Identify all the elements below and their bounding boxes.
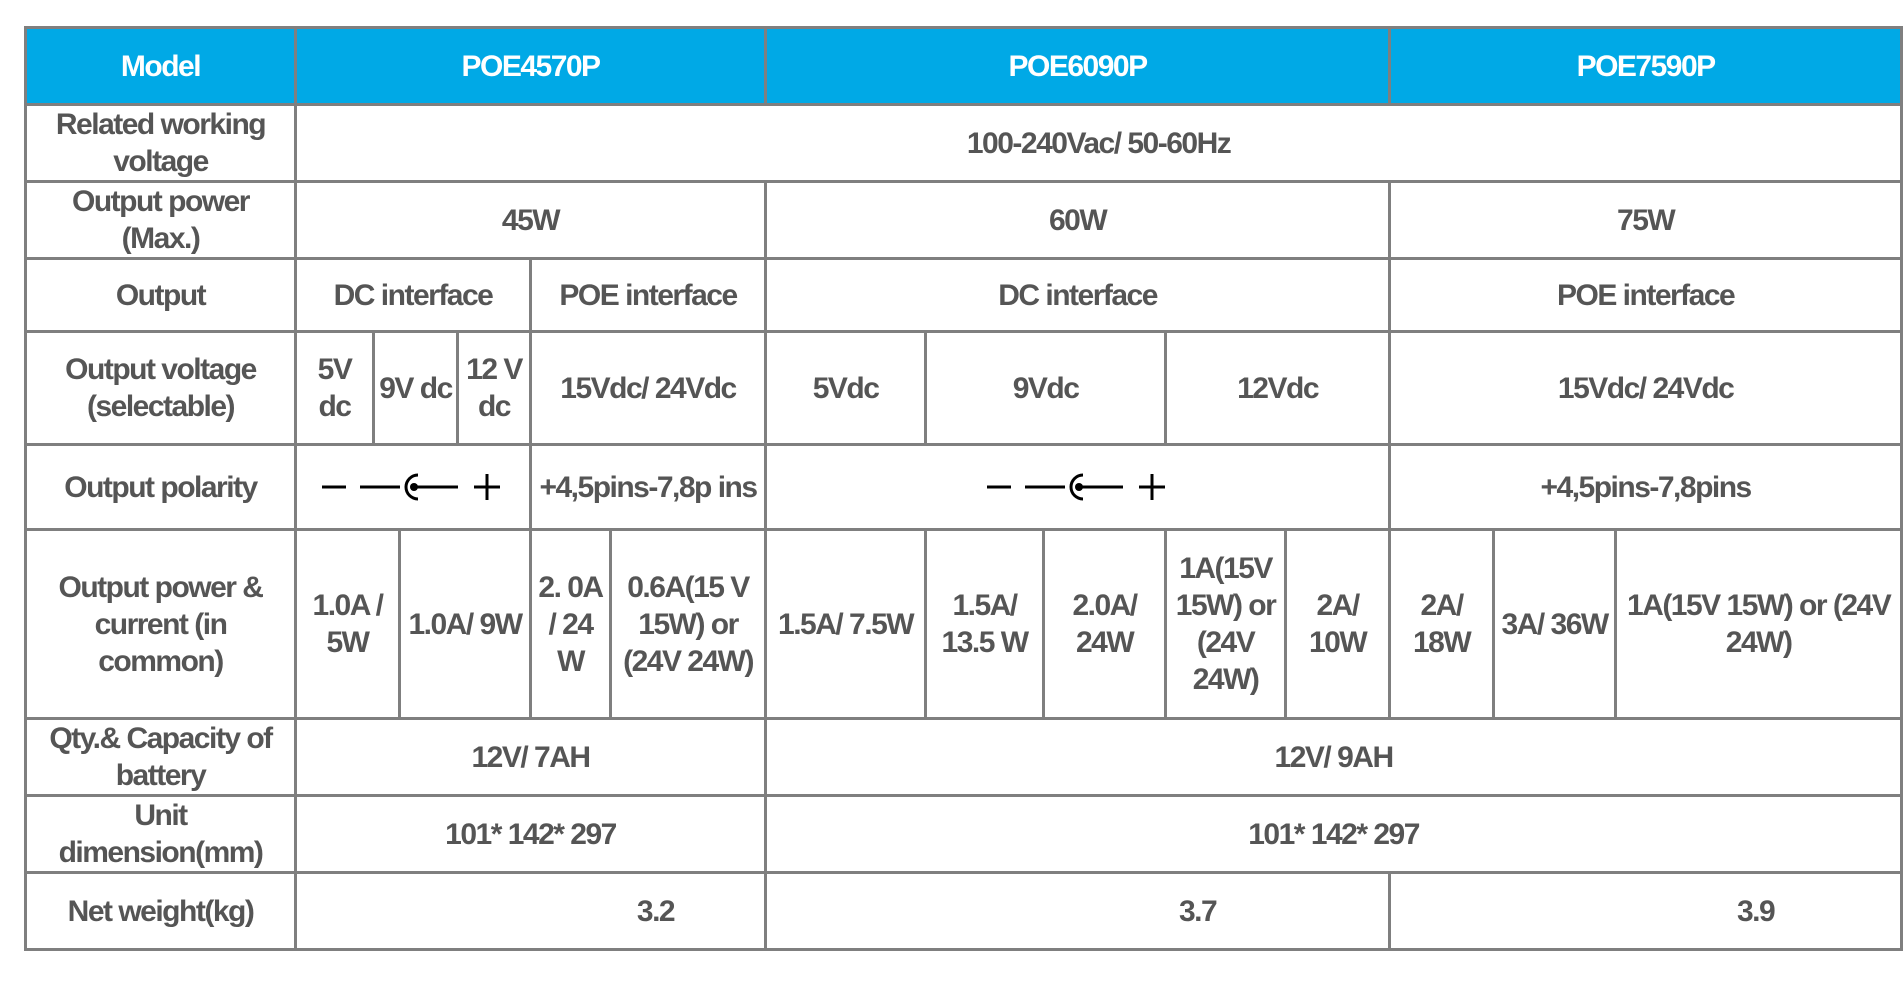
polarity-poe-cell: +4,5pins-7,8p ins bbox=[531, 445, 766, 530]
weight-value: 3.7 bbox=[1178, 894, 1217, 928]
output-current-cell: 2.0A/ 24W bbox=[1044, 530, 1166, 719]
row-label: Output bbox=[26, 259, 296, 332]
output-voltage-cell: 12 V dc bbox=[458, 332, 531, 445]
row-net-weight bbox=[26, 873, 1902, 950]
polarity-poe-cell: +4,5pins-7,8pins bbox=[1390, 445, 1902, 530]
output-current-cell: 2A/ 18W bbox=[1390, 530, 1494, 719]
row-label: Related working voltage bbox=[26, 105, 296, 182]
dc-polarity-symbol-icon bbox=[318, 467, 508, 507]
weight-value: 3.9 bbox=[1737, 894, 1775, 928]
row-label: Output power & current (in common) bbox=[26, 530, 296, 719]
row-label: Output voltage (selectable) bbox=[26, 332, 296, 445]
dc-polarity-symbol-icon bbox=[983, 467, 1173, 507]
battery-cell: 12V/ 7AH bbox=[296, 719, 766, 796]
output-power-cell: 45W bbox=[296, 182, 766, 259]
row-label: Output power (Max.) bbox=[26, 182, 296, 259]
output-interface-cell: DC interface bbox=[766, 259, 1390, 332]
weight-cell bbox=[296, 873, 766, 950]
row-output bbox=[26, 259, 1902, 332]
output-current-cell: 1A(15V 15W) or (24V 24W) bbox=[1166, 530, 1286, 719]
output-current-cell: 3A/ 36W bbox=[1494, 530, 1616, 719]
output-current-cell: 0.6A(15 V 15W) or (24V 24W) bbox=[611, 530, 766, 719]
output-power-cell: 75W bbox=[1390, 182, 1902, 259]
row-output-current bbox=[26, 530, 1902, 719]
output-current-cell: 1.5A/ 13.5 W bbox=[926, 530, 1044, 719]
row-label: Net weight(kg) bbox=[26, 873, 296, 950]
model-header: Model bbox=[26, 28, 296, 105]
output-interface-cell: POE interface bbox=[1390, 259, 1902, 332]
polarity-symbol-cell bbox=[766, 445, 1390, 530]
output-current-cell: 2A/ 10W bbox=[1286, 530, 1390, 719]
row-output-polarity bbox=[26, 445, 1902, 530]
dimension-cell: 101* 142* 297 bbox=[766, 796, 1902, 873]
battery-cell: 12V/ 9AH bbox=[766, 719, 1902, 796]
output-voltage-cell: 5Vdc bbox=[766, 332, 926, 445]
row-battery bbox=[26, 719, 1902, 796]
model-poe4570p: POE4570P bbox=[296, 28, 766, 105]
output-voltage-cell: 9Vdc bbox=[926, 332, 1166, 445]
weight-value: 3.2 bbox=[636, 894, 675, 928]
output-voltage-cell: 9V dc bbox=[374, 332, 458, 445]
weight-cell bbox=[766, 873, 1390, 950]
row-output-voltage bbox=[26, 332, 1902, 445]
polarity-symbol-cell bbox=[296, 445, 531, 530]
row-dimension bbox=[26, 796, 1902, 873]
model-poe7590p: POE7590P bbox=[1390, 28, 1902, 105]
output-current-cell: 2. 0A / 24 W bbox=[531, 530, 611, 719]
output-interface-cell: DC interface bbox=[296, 259, 531, 332]
output-voltage-cell: 15Vdc/ 24Vdc bbox=[531, 332, 766, 445]
header-row bbox=[26, 28, 1902, 105]
row-label: Output polarity bbox=[26, 445, 296, 530]
output-voltage-cell: 5V dc bbox=[296, 332, 374, 445]
row-working-voltage bbox=[26, 105, 1902, 182]
dimension-cell: 101* 142* 297 bbox=[296, 796, 766, 873]
row-label: Unit dimension(mm) bbox=[26, 796, 296, 873]
output-current-cell: 1.5A/ 7.5W bbox=[766, 530, 926, 719]
output-voltage-cell: 15Vdc/ 24Vdc bbox=[1390, 332, 1902, 445]
output-power-cell: 60W bbox=[766, 182, 1390, 259]
spec-table bbox=[24, 26, 1903, 951]
output-current-cell: 1.0A / 5W bbox=[296, 530, 400, 719]
output-current-cell: 1A(15V 15W) or (24V 24W) bbox=[1616, 530, 1902, 719]
row-output-power bbox=[26, 182, 1902, 259]
output-interface-cell: POE interface bbox=[531, 259, 766, 332]
working-voltage-value: 100-240Vac/ 50-60Hz bbox=[296, 105, 1902, 182]
model-poe6090p: POE6090P bbox=[766, 28, 1390, 105]
row-label: Qty.& Capacity of battery bbox=[26, 719, 296, 796]
output-current-cell: 1.0A/ 9W bbox=[400, 530, 531, 719]
output-voltage-cell: 12Vdc bbox=[1166, 332, 1390, 445]
weight-cell bbox=[1390, 873, 1902, 950]
